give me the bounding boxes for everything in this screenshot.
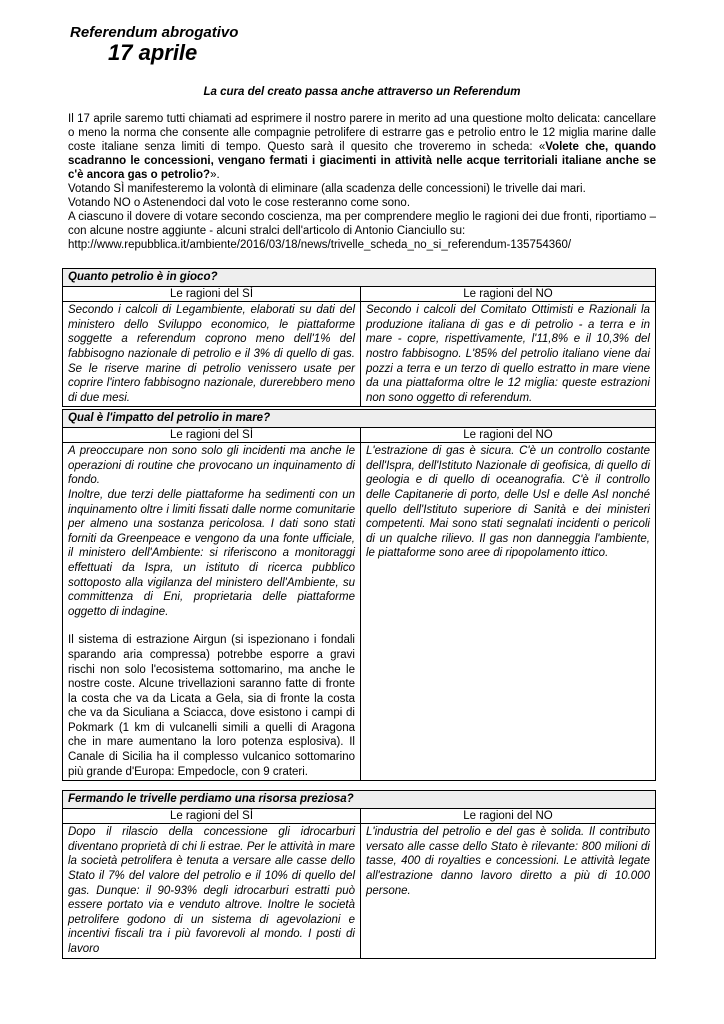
reason-si: Secondo i calcoli di Legambiente, elaborati su dati del ministero dello Sviluppo economico, le piattaforme soggette a referendum coprono meno dell'1% del fabbisogno nazionale di petrolio e il 3% di quello di gas. Se le riserve marine di petrolio venissero usate per coprire l'intero fabbisogno nazionale, durerebbero meno di due mesi. [63,302,361,407]
intro-source-note: A ciascuno il dovere di votare secondo coscienza, ma per comprendere meglio le ragioni dei due fronti, riportiamo – con alcune nostre aggiunte - alcuni stralci dell'articolo di Antonio Cianciullo su: [68,211,656,237]
section-title: Quanto petrolio è in gioco? [63,269,656,287]
column-header-si: Le ragioni del SÌ [63,808,361,824]
reason-no: Secondo i calcoli del Comitato Ottimisti e Razionali la produzione italiana di gas e di petrolio - a terra e in mare - copre, rispettivamente, l'11,8% e il 10,3% del nostro fabbisogno. L'85% del petrolio italiano viene dai pozzi a terra e un terzo di quello estratto in mare viene da una piattaforma oltre le 12 miglia: queste estrazioni non sono oggetto di referendum. [361,302,656,407]
intro-text-b: ». [210,169,220,181]
document-heading: Referendum abrogativo [70,24,239,41]
reason-no: L'estrazione di gas è sicura. C'è un controllo costante dell'Ispra, dell'Istituto Nazionale di geofisica, di quello di geologia e di quello di oceanografia. C'è il controllo delle Capitanerie di porto, delle Usl e delle Asl nonché quello dell'Istituto superiore di Sanità e dei ministeri competenti. Mai sono stati segnalati incidenti o pericoli di un qualche rilievo. Il gas non danneggia l'ambiente, le piattaforme sono aree di ripopolamento ittico. [361,443,656,781]
intro-no-note: Votando NO o Astenendoci dal voto le cose resteranno come sono. [68,197,411,209]
section-oil-at-stake [62,268,656,407]
intro-text [68,112,656,252]
column-header-si: Le ragioni del SÌ [63,427,361,443]
section-precious-resource [62,790,656,959]
reason-si-part-3: Il sistema di estrazione Airgun (si ispezionano i fondali sparando aria compressa) potrebbe esporre a gravi rischi non solo l'ecosistema sottomarino, ma anche le nostre coste. Alcune trivellazioni saranno fatte di fronte la costa che va da Licata a Gela, sia di fronte la costa che va da Siculiana a Sciacca, dove esistono i campi di Pokmark (1 km di vulcanelli simili a quelli di Aragona che in mare aumentano la loro potenza esplosiva). Il Canale di Sicilia ha il complesso vulcanico sottomarino più grande d'Europa: Empedocle, con 9 crateri. [68,634,355,778]
source-link[interactable]: http://www.repubblica.it/ambiente/2016/03/18/news/trivelle_scheda_no_si_referendum-135754360/ [68,239,572,251]
section-title: Qual è l'impatto del petrolio in mare? [63,410,656,428]
document-date: 17 aprile [108,40,198,65]
column-header-no: Le ragioni del NO [361,286,656,302]
column-header-no: Le ragioni del NO [361,808,656,824]
intro-paragraph [68,112,656,182]
column-header-no: Le ragioni del NO [361,427,656,443]
referendum-question: Volete che, quando scadranno le concessioni, vengano fermati i giacimenti in attività nelle acque territoriali italiane anche se c'è ancora gas o petrolio? [68,141,657,181]
reason-si-part-2: Inoltre, due terzi delle piattaforme ha sedimenti con un inquinamento oltre i limiti fissati dalle norme comunitarie per almeno una sostanza pericolosa. I dati sono stati forniti da Greenpeace e vengono da una fonte ufficiale, il ministero dell'Ambiente: si riferiscono a monitoraggi effettuati da Ispra, un istituto di ricerca pubblico sottoposto alla vigilanza del ministero dell'Ambiente, su committenza di Eni, proprietaria delle piattaforme oggetto di indagine. [68,488,355,618]
section-sea-impact [62,409,656,781]
column-header-si: Le ragioni del SÌ [63,286,361,302]
reason-si [63,443,361,781]
section-title: Fermando le trivelle perdiamo una risorsa preziosa? [63,791,656,809]
document-subtitle: La cura del creato passa anche attraverso un Referendum [203,86,521,98]
intro-yes-note: Votando SÌ manifesteremo la volontà di eliminare (alla scadenza delle concessioni) le trivelle dai mari. [68,183,586,195]
reason-si: Dopo il rilascio della concessione gli idrocarburi diventano proprietà di chi li estrae. Per le attività in mare la società petrolifera è tenuta a versare alle casse dello Stato il 7% del valore del petrolio e il 10% di quello del gas. Dunque: il 90-93% degli idrocarburi estratti può essere portato via e venduto altrove. Inoltre le società petrolifere godono di un sistema di agevolazioni e incentivi fiscali tra i più favorevoli al mondo. I posti di lavoro [63,824,361,958]
intro-text-a: Il 17 aprile saremo tutti chiamati ad esprimere il nostro parere in merito ad una questione molto delicata: cancellare o meno la norma che consente alle compagnie petrolifere di estrarre gas e petrolio entro le 12 miglia marine dalle coste italiane senza limiti di tempo. Questo sarà il quesito che troveremo in scheda: « [68,113,656,153]
reason-si-part-1: A preoccupare non sono solo gli incidenti ma anche le operazioni di routine che provocano un inquinamento di fondo. [68,445,355,487]
reason-no: L'industria del petrolio e del gas è solida. Il contributo versato alle casse dello Stato è rilevante: 800 milioni di tasse, 400 di royalties e concessioni. Le attività legate all'estrazione danno lavoro diretto a più di 10.000 persone. [361,824,656,958]
